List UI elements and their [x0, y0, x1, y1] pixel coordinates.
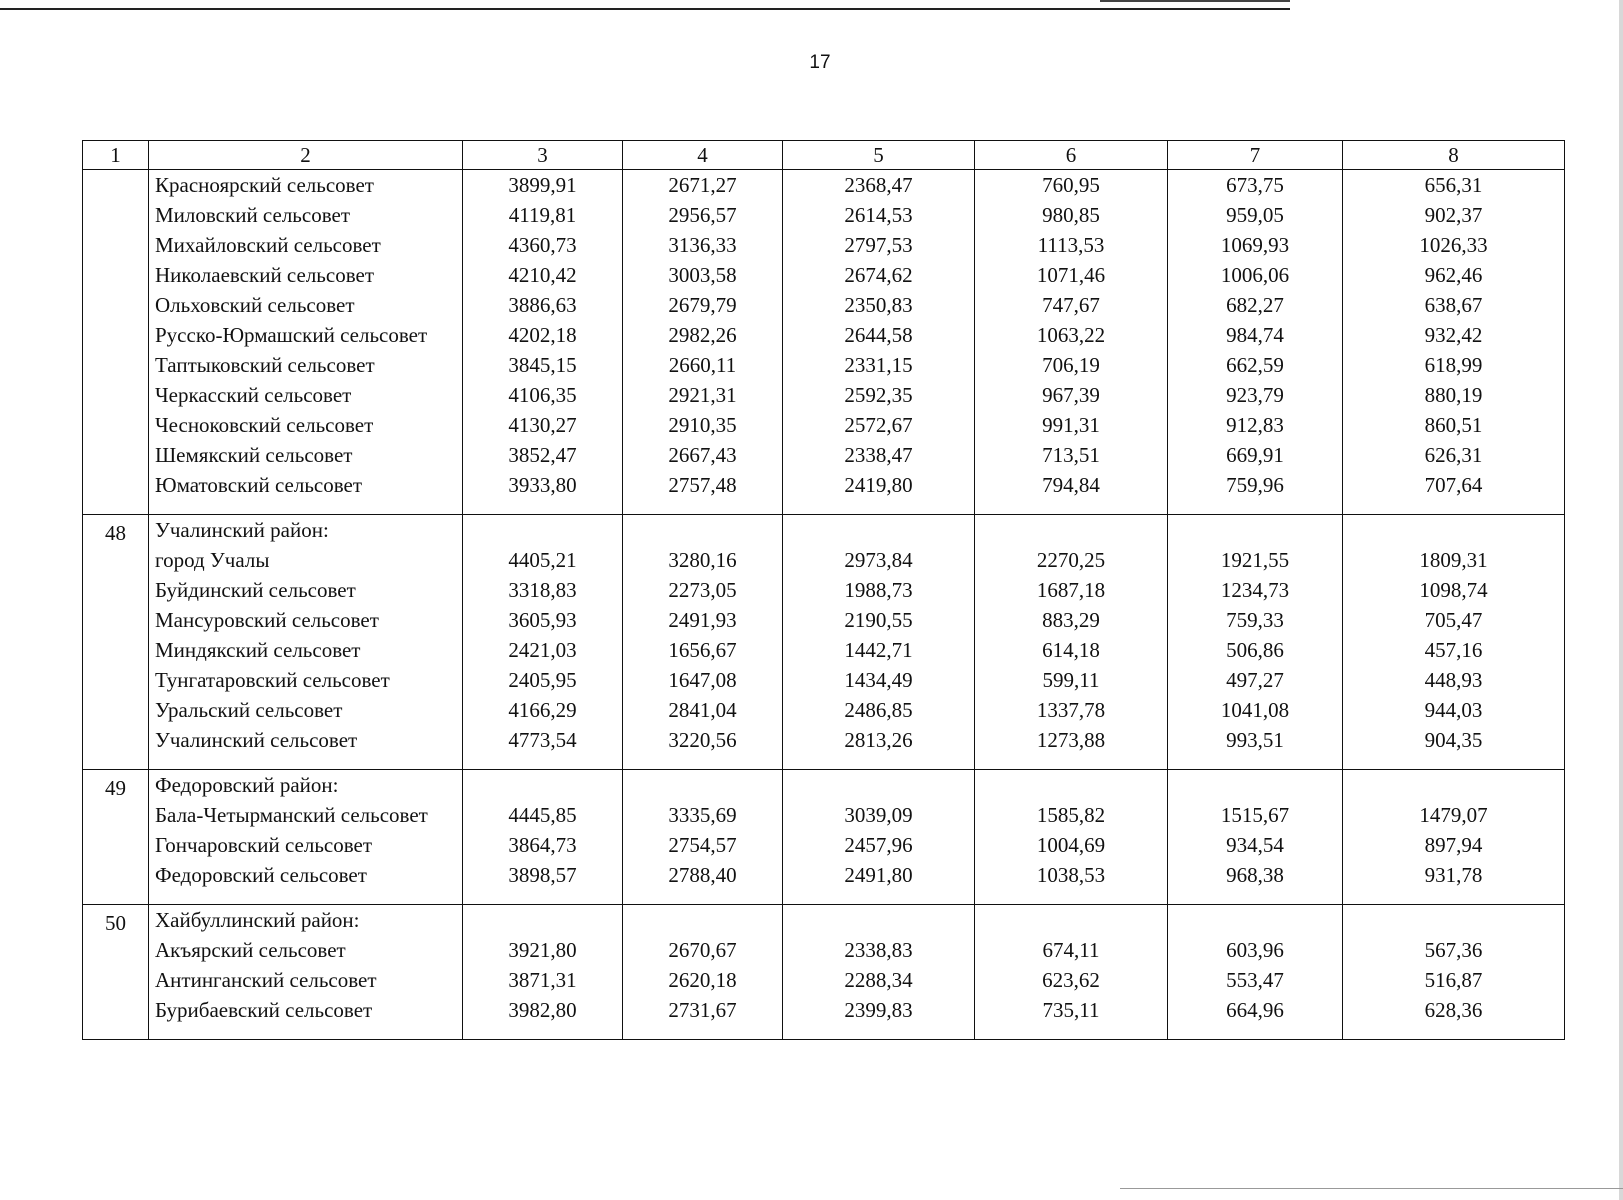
column-header: 7	[1168, 141, 1343, 170]
table-cell: 2399,83	[844, 998, 913, 1022]
table-cell: 3982,80	[508, 998, 577, 1022]
table-cell: 3280,16	[668, 548, 737, 572]
table-cell: 4360,73	[508, 233, 577, 257]
settlement-name: Чесноковский сельсовет	[155, 413, 374, 437]
table-cell: 707,64	[1424, 473, 1483, 497]
table-cell: 2338,47	[844, 443, 913, 467]
table-cell: 1434,49	[844, 668, 913, 692]
settlement-name: Ольховский сельсовет	[155, 293, 355, 317]
table-cell: 516,87	[1424, 968, 1483, 992]
district-heading: Учалинский район:	[155, 518, 329, 542]
scan-page-edge	[1619, 0, 1623, 1200]
table-cell: 2660,11	[668, 353, 737, 377]
value-column-4	[623, 770, 783, 905]
scan-edge-line	[1120, 1188, 1623, 1189]
settlement-name: Акъярский сельсовет	[155, 938, 346, 962]
table-cell: 2288,34	[844, 968, 913, 992]
table-cell: 4106,35	[508, 383, 577, 407]
table-cell: 2670,67	[668, 938, 737, 962]
table-cell: 656,31	[1424, 173, 1483, 197]
table-cell: 3898,57	[508, 863, 577, 887]
table-cell: 3003,58	[668, 263, 737, 287]
table-cell: 759,96	[1226, 473, 1284, 497]
table-cell: 1041,08	[1220, 698, 1290, 722]
table-cell: 2270,25	[1036, 548, 1106, 572]
table-cell: 664,96	[1226, 998, 1284, 1022]
table-cell: 932,42	[1424, 323, 1483, 347]
settlement-name: Русско-Юрмашский сельсовет	[155, 323, 428, 347]
settlement-name: Михайловский сельсовет	[155, 233, 381, 257]
table-cell: 1071,46	[1036, 263, 1106, 287]
value-column-6	[975, 515, 1168, 770]
table-cell: 614,18	[1042, 638, 1100, 662]
table-cell: 669,91	[1226, 443, 1284, 467]
table-cell: 2491,93	[668, 608, 737, 632]
table-cell: 3886,63	[508, 293, 577, 317]
district-number	[83, 170, 149, 515]
settlement-name: Миловский сельсовет	[155, 203, 350, 227]
table-cell: 1337,78	[1036, 698, 1106, 722]
table-cell: 760,95	[1042, 173, 1100, 197]
table-cell: 904,35	[1424, 728, 1483, 752]
table-cell: 599,11	[1042, 668, 1100, 692]
table-cell: 735,11	[1042, 998, 1100, 1022]
table-cell: 1656,67	[668, 638, 737, 662]
settlement-name: Таптыковский сельсовет	[155, 353, 375, 377]
table-cell: 934,54	[1226, 833, 1284, 857]
value-column-4	[623, 515, 783, 770]
table-cell: 902,37	[1424, 203, 1483, 227]
settlement-name: Бала-Четырманский сельсовет	[155, 803, 428, 827]
table-cell: 2813,26	[844, 728, 913, 752]
table-cell: 1113,53	[1037, 233, 1105, 257]
table-cell: 1004,69	[1036, 833, 1106, 857]
value-column-7	[1168, 770, 1343, 905]
table-cell: 1006,06	[1220, 263, 1290, 287]
district-heading: Федоровский район:	[155, 773, 339, 797]
settlement-names-cell	[149, 170, 463, 515]
table-cell: 2674,62	[844, 263, 913, 287]
table-cell: 4445,85	[508, 803, 577, 827]
table-cell: 497,27	[1226, 668, 1284, 692]
table-cell: 3220,56	[668, 728, 737, 752]
table-cell: 1687,18	[1036, 578, 1106, 602]
table-cell: 2973,84	[844, 548, 913, 572]
table-cell: 747,67	[1042, 293, 1100, 317]
table-cell: 628,36	[1424, 998, 1483, 1022]
settlement-name: Гончаровский сельсовет	[155, 833, 373, 857]
table-cell: 3921,80	[508, 938, 577, 962]
table-cell: 2350,83	[844, 293, 913, 317]
value-column-7	[1168, 905, 1343, 1040]
settlement-names-cell	[149, 515, 463, 770]
table-cell: 3335,69	[668, 803, 737, 827]
settlement-name: Уральский сельсовет	[155, 698, 343, 722]
table-cell: 448,93	[1424, 668, 1483, 692]
table-cell: 2788,40	[668, 863, 737, 887]
table-cell: 2331,15	[844, 353, 913, 377]
value-column-4	[623, 170, 783, 515]
value-column-8	[1343, 770, 1565, 905]
settlement-name: Шемякский сельсовет	[155, 443, 353, 467]
table-cell: 980,85	[1042, 203, 1100, 227]
value-column-7	[1168, 515, 1343, 770]
settlement-name: Буйдинский сельсовет	[155, 578, 356, 602]
table-cell: 984,74	[1226, 323, 1284, 347]
value-column-6	[975, 170, 1168, 515]
table-cell: 2731,67	[668, 998, 737, 1022]
table-cell: 638,67	[1424, 293, 1483, 317]
settlement-names-cell	[149, 905, 463, 1040]
table-cell: 880,19	[1424, 383, 1483, 407]
table-cell: 1479,07	[1419, 803, 1488, 827]
table-cell: 3852,47	[508, 443, 577, 467]
table-cell: 897,94	[1424, 833, 1483, 857]
table-cell: 883,29	[1042, 608, 1100, 632]
table-cell: 968,38	[1226, 863, 1284, 887]
table-cell: 674,11	[1042, 938, 1100, 962]
table-cell: 1038,53	[1036, 863, 1106, 887]
table-cell: 4210,42	[508, 263, 577, 287]
table-cell: 623,62	[1042, 968, 1100, 992]
table-cell: 567,36	[1424, 938, 1483, 962]
table-cell: 1069,93	[1220, 233, 1290, 257]
table-cell: 2368,47	[844, 173, 913, 197]
table-cell: 3871,31	[508, 968, 577, 992]
table-cell: 962,46	[1424, 263, 1483, 287]
table-cell: 3933,80	[508, 473, 577, 497]
value-column-8	[1343, 515, 1565, 770]
settlement-name: Антинганский сельсовет	[155, 968, 377, 992]
table-cell: 923,79	[1226, 383, 1284, 407]
table-cell: 673,75	[1226, 173, 1284, 197]
value-column-3	[463, 905, 623, 1040]
settlement-name: Миндякский сельсовет	[155, 638, 361, 662]
column-number-row	[83, 141, 1565, 170]
district-number: 49	[83, 770, 149, 905]
table-cell: 1921,55	[1220, 548, 1290, 572]
table-cell: 3864,73	[508, 833, 577, 857]
table-cell: 1809,31	[1419, 548, 1488, 572]
settlement-names-cell	[149, 770, 463, 905]
table-cell: 2338,83	[844, 938, 913, 962]
settlement-name: Федоровский сельсовет	[155, 863, 367, 887]
settlement-name: Черкасский сельсовет	[155, 383, 352, 407]
table-cell: 713,51	[1042, 443, 1100, 467]
table-cell: 1234,73	[1220, 578, 1290, 602]
table-cell: 1063,22	[1036, 323, 1106, 347]
district-heading: Хайбуллинский район:	[155, 908, 360, 932]
column-header: 2	[149, 141, 463, 170]
table-cell: 662,59	[1226, 353, 1284, 377]
table-cell: 2572,67	[844, 413, 913, 437]
table-cell: 2457,96	[844, 833, 913, 857]
value-column-8	[1343, 905, 1565, 1040]
table-cell: 4130,27	[508, 413, 577, 437]
table-cell: 706,19	[1042, 353, 1100, 377]
table-cell: 991,31	[1042, 413, 1100, 437]
column-header: 8	[1343, 141, 1565, 170]
settlement-name: город Учалы	[155, 548, 270, 572]
table-cell: 2667,43	[668, 443, 737, 467]
table-cell: 2841,04	[668, 698, 737, 722]
column-header: 5	[783, 141, 975, 170]
table-cell: 2273,05	[668, 578, 737, 602]
table-cell: 682,27	[1226, 293, 1284, 317]
table-cell: 603,96	[1226, 938, 1284, 962]
district-block	[83, 905, 1565, 1040]
table-cell: 4405,21	[508, 548, 577, 572]
value-column-3	[463, 770, 623, 905]
table-cell: 2671,27	[668, 173, 737, 197]
table-cell: 2491,80	[844, 863, 913, 887]
district-block	[83, 170, 1565, 515]
district-number: 50	[83, 905, 149, 1040]
value-column-4	[623, 905, 783, 1040]
table-cell: 959,05	[1226, 203, 1284, 227]
value-column-3	[463, 515, 623, 770]
settlement-name: Николаевский сельсовет	[155, 263, 374, 287]
district-number: 48	[83, 515, 149, 770]
table-cell: 2405,95	[508, 668, 577, 692]
table-cell: 1585,82	[1036, 803, 1106, 827]
table-cell: 1026,33	[1419, 233, 1488, 257]
table-cell: 4773,54	[508, 728, 577, 752]
table-cell: 3136,33	[668, 233, 737, 257]
table-cell: 626,31	[1424, 443, 1483, 467]
table-cell: 2956,57	[668, 203, 737, 227]
value-column-5	[783, 170, 975, 515]
table-cell: 2421,03	[508, 638, 577, 662]
table-cell: 2614,53	[844, 203, 913, 227]
table-cell: 967,39	[1042, 383, 1100, 407]
table-cell: 2679,79	[668, 293, 737, 317]
column-header: 4	[623, 141, 783, 170]
district-block	[83, 515, 1565, 770]
table-cell: 2921,31	[668, 383, 737, 407]
table-cell: 3039,09	[844, 803, 913, 827]
table-cell: 931,78	[1424, 863, 1483, 887]
table-cell: 705,47	[1424, 608, 1483, 632]
table-cell: 3845,15	[508, 353, 577, 377]
value-column-6	[975, 905, 1168, 1040]
table-cell: 2982,26	[668, 323, 737, 347]
table-cell: 2754,57	[668, 833, 737, 857]
table-cell: 2592,35	[844, 383, 913, 407]
table-cell: 553,47	[1226, 968, 1284, 992]
column-header: 6	[975, 141, 1168, 170]
page-number: 17	[809, 52, 831, 73]
value-column-7	[1168, 170, 1343, 515]
table-cell: 4202,18	[508, 323, 577, 347]
value-column-6	[975, 770, 1168, 905]
table-cell: 993,51	[1226, 728, 1284, 752]
district-block	[83, 770, 1565, 905]
table-cell: 618,99	[1424, 353, 1483, 377]
value-column-5	[783, 770, 975, 905]
settlement-name: Мансуровский сельсовет	[155, 608, 379, 632]
table-cell: 2486,85	[844, 698, 913, 722]
settlement-name: Юматовский сельсовет	[155, 473, 363, 497]
table-cell: 1647,08	[668, 668, 737, 692]
table-cell: 3318,83	[508, 578, 577, 602]
table-cell: 457,16	[1424, 638, 1483, 662]
table-cell: 1988,73	[844, 578, 913, 602]
scan-edge-line	[1100, 0, 1290, 2]
settlement-name: Красноярский сельсовет	[155, 173, 374, 197]
table-cell: 2797,53	[844, 233, 913, 257]
column-header: 3	[463, 141, 623, 170]
table-cell: 912,83	[1226, 413, 1284, 437]
settlement-name: Бурибаевский сельсовет	[155, 998, 373, 1022]
value-column-3	[463, 170, 623, 515]
table-cell: 2419,80	[844, 473, 913, 497]
table-cell: 2910,35	[668, 413, 737, 437]
settlement-name: Тунгатаровский сельсовет	[155, 668, 390, 692]
table-cell: 2644,58	[844, 323, 913, 347]
table-cell: 860,51	[1424, 413, 1483, 437]
table-cell: 794,84	[1042, 473, 1100, 497]
data-table	[82, 140, 1565, 1040]
value-column-5	[783, 515, 975, 770]
table-cell: 1273,88	[1036, 728, 1106, 752]
table-cell: 3899,91	[508, 173, 577, 197]
table-cell: 4166,29	[508, 698, 577, 722]
table-cell: 2620,18	[668, 968, 737, 992]
column-header: 1	[83, 141, 149, 170]
table-cell: 3605,93	[508, 608, 577, 632]
table-cell: 944,03	[1424, 698, 1483, 722]
table-cell: 1442,71	[844, 638, 913, 662]
value-column-5	[783, 905, 975, 1040]
table-cell: 1098,74	[1419, 578, 1488, 602]
table-cell: 1515,67	[1220, 803, 1290, 827]
table-cell: 506,86	[1226, 638, 1284, 662]
table-cell: 2190,55	[844, 608, 913, 632]
value-column-8	[1343, 170, 1565, 515]
table-cell: 759,33	[1226, 608, 1284, 632]
settlement-name: Учалинский сельсовет	[155, 728, 358, 752]
table-cell: 2757,48	[668, 473, 737, 497]
scan-edge-line	[0, 8, 1290, 10]
table-cell: 4119,81	[508, 203, 577, 227]
